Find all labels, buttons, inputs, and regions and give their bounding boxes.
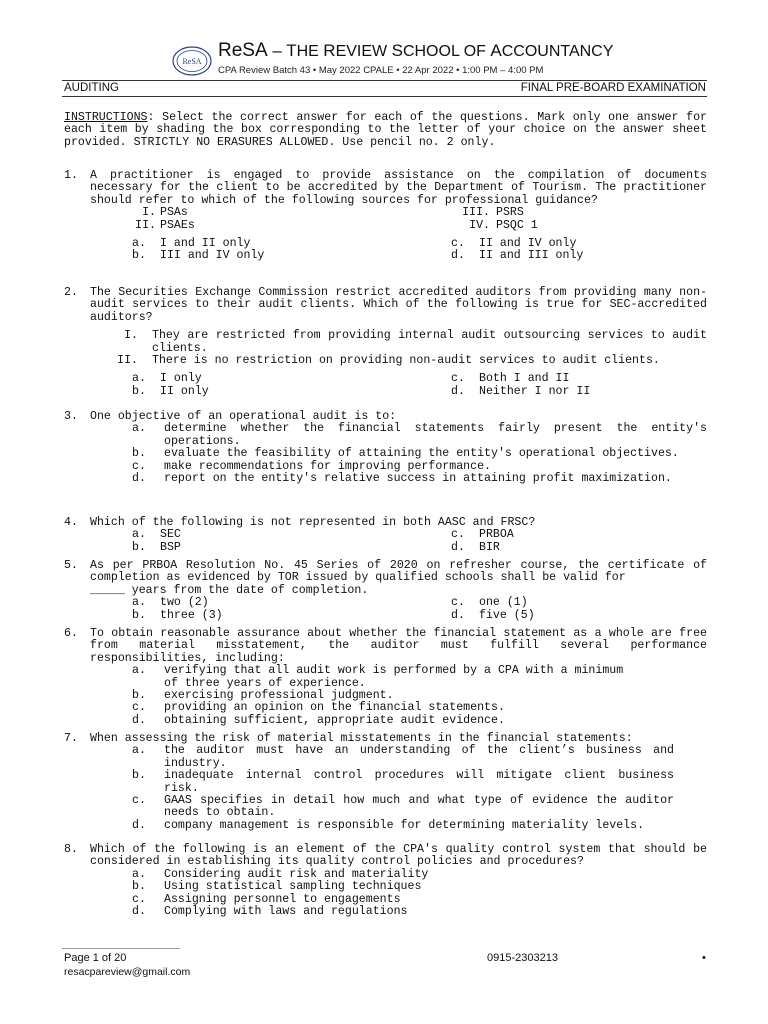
question-text: Which of the following is not represented in both AASC and FRSC?: [90, 516, 536, 529]
question-number: 1.: [64, 169, 78, 182]
option-letter: a.: [132, 372, 146, 386]
statement-text: There is no restriction on providing non-audit services to audit clients.: [152, 354, 660, 368]
option-letter: b.: [132, 447, 146, 461]
options-row: [64, 529, 707, 541]
option-letter: d.: [132, 472, 146, 486]
answer-blank: _____: [90, 583, 125, 597]
option-letter: a.: [132, 744, 146, 758]
roman-label: I.: [142, 206, 156, 220]
resa-logo: [172, 41, 212, 81]
option-letter: c.: [451, 372, 465, 386]
option: [132, 795, 674, 820]
option-text: Both I and II: [479, 372, 570, 386]
options-row: [64, 542, 707, 554]
option-text: make recommendations for improving performance.: [164, 459, 491, 473]
option-letter: b.: [132, 384, 146, 398]
roman-label: II.: [135, 218, 156, 232]
options-row: [64, 610, 707, 622]
question-text: When assessing the risk of material misstatements in the financial statements:: [90, 732, 633, 745]
option-letter: c.: [132, 701, 146, 715]
option-text: BSP: [160, 540, 181, 554]
option-text: PRBOA: [479, 528, 514, 542]
option-text: GAAS specifies in detail how much and what type of evidence the auditor needs to obtain.: [164, 794, 674, 820]
question-text: To obtain reasonable assurance about whether the financial statement as a whole are free from material misstatement, the auditor must fulfill several performance responsibilities, including:: [90, 627, 707, 665]
options-row: [64, 250, 707, 262]
roman-text: PSQC 1: [496, 218, 538, 232]
option-text: I and II only: [160, 237, 251, 250]
option-letter: b.: [132, 249, 146, 263]
instructions-label: INSTRUCTIONS: [64, 111, 148, 124]
question-7: [64, 733, 707, 832]
option: [132, 745, 674, 770]
option: [132, 820, 707, 832]
footer-phone: 0915-2303213: [487, 952, 558, 964]
question-number: 6.: [64, 627, 78, 640]
option-text: exercising professional judgment.: [164, 689, 394, 703]
question-text: Which of the following is an element of the CPA's quality control system that should be considered in establishing its quality control policies and procedures?: [90, 843, 707, 869]
roman-label: IV.: [469, 218, 490, 232]
option-letter: c.: [451, 596, 465, 610]
question-text: The Securities Exchange Commission restrict accredited auditors from providing many non-audit services to their audit clients. Which of the following is true for SEC-accredited auditors?: [90, 286, 707, 324]
option-text: II and III only: [479, 249, 584, 263]
statement-label: II.: [117, 354, 138, 368]
option-letter: c.: [132, 459, 146, 473]
roman-row: [64, 207, 707, 219]
option-letter: a.: [132, 664, 146, 678]
option-letter: d.: [132, 818, 146, 832]
statement-label: I.: [124, 329, 138, 343]
school-title: ReSA – THE REVIEW SCHOOL OF ACCOUNTANCY: [218, 40, 614, 61]
option-text: evaluate the feasibility of attaining the entity's operational objectives.: [164, 447, 679, 461]
option: [132, 423, 707, 448]
statement: [117, 354, 707, 368]
option: [132, 906, 707, 918]
option-text: two (2): [160, 596, 209, 610]
option-text: SEC: [160, 528, 181, 542]
option-letter: c.: [451, 237, 465, 250]
option-text: inadequate internal control procedures will mitigate client business risk.: [164, 769, 674, 795]
option-text: obtaining sufficient, appropriate audit evidence.: [164, 713, 505, 727]
question-number: 8.: [64, 843, 78, 856]
option-letter: b.: [132, 880, 146, 894]
option-letter: a.: [132, 596, 146, 610]
option-text: Complying with laws and regulations: [164, 905, 408, 919]
option-letter: b.: [132, 540, 146, 554]
roman-label: III.: [462, 206, 490, 220]
roman-row: [64, 220, 707, 232]
statement-text: They are restricted from providing internal audit outsourcing services to audit clients.: [152, 329, 707, 355]
option-text: Neither I nor II: [479, 384, 591, 398]
option-text: Using statistical sampling techniques: [164, 880, 422, 894]
option-letter: b.: [132, 769, 146, 783]
page-number: Page 1 of 20: [64, 952, 127, 964]
exam-title: FINAL PRE-BOARD EXAMINATION: [520, 82, 706, 94]
option-text: verifying that all audit work is performed by a CPA with a minimum of three years of experience.: [164, 664, 624, 690]
question-text: One objective of an operational audit is to:: [90, 410, 397, 423]
option-letter: d.: [451, 249, 465, 263]
option-letter: b.: [132, 689, 146, 703]
option-letter: a.: [132, 237, 146, 250]
question-text: A practitioner is engaged to provide assistance on the compilation of documents necessary for the client to be accredited by the Department of Tourism. The practitioner should refer to which of the following sources for professional guidance?: [90, 169, 707, 207]
option-text: BIR: [479, 540, 500, 554]
option: [132, 715, 707, 727]
question-2: [64, 287, 707, 398]
option-letter: a.: [132, 422, 146, 436]
question-number: 4.: [64, 516, 78, 529]
options-row: [64, 597, 707, 609]
option-text: five (5): [479, 608, 535, 622]
question-number: 5.: [64, 559, 78, 572]
option-text: II and IV only: [479, 237, 577, 250]
option-text: determine whether the financial statements fairly present the entity's operations.: [164, 422, 707, 448]
option-text: three (3): [160, 608, 223, 622]
instructions-text: : Select the correct answer for each of the questions. Mark only one answer for each item by shading the box corresponding to the letter of your choice on the answer sheet provided. STRICTLY NO ERASURES ALLOWED. Use pencil no. 2 only.: [64, 111, 707, 149]
question-text-continued: _____ years from the date of completion.: [90, 583, 369, 597]
question-1: [64, 170, 707, 263]
question-6: [64, 628, 707, 727]
option-letter: b.: [132, 608, 146, 622]
header-rule-top: [62, 80, 707, 81]
footer-rule: [62, 948, 180, 949]
option-text: II only: [160, 384, 209, 398]
option-letter: a.: [132, 867, 146, 881]
option-letter: d.: [451, 608, 465, 622]
option-text: III and IV only: [160, 249, 265, 263]
roman-text: PSAs: [160, 206, 188, 220]
question-number: 7.: [64, 732, 78, 745]
option-letter: c.: [132, 794, 146, 808]
option-letter: c.: [451, 528, 465, 542]
option-letter: d.: [132, 905, 146, 919]
options-row: [64, 386, 707, 398]
option-text: providing an opinion on the financial statements.: [164, 701, 505, 715]
option-text: one (1): [479, 596, 528, 610]
option-letter: d.: [451, 540, 465, 554]
footer-bullet: •: [702, 952, 706, 964]
header-rule-bottom: [62, 96, 707, 97]
option-text: company management is responsible for determining materiality levels.: [164, 818, 645, 832]
option-text: Assigning personnel to engagements: [164, 892, 401, 906]
statement: [124, 329, 707, 355]
subject-label: AUDITING: [64, 82, 119, 94]
logo-text: ReSA: [182, 57, 202, 66]
option-text: Considering audit risk and materiality: [164, 867, 429, 881]
roman-text: PSAEs: [160, 218, 195, 232]
option-text: I only: [160, 372, 202, 386]
question-3: [64, 411, 707, 485]
roman-text: PSRS: [496, 206, 524, 220]
question-text: As per PRBOA Resolution No. 45 Series of 2020 on refresher course, the certificate of completion as evidenced by TOR issued by qualified schools shall be valid for: [90, 559, 707, 585]
option: [132, 473, 707, 485]
option-text: report on the entity's relative success in attaining profit maximization.: [164, 472, 672, 486]
option: [132, 665, 644, 690]
option-letter: d.: [451, 384, 465, 398]
option: [132, 770, 674, 795]
option-text: the auditor must have an understanding of the client’s business and industry.: [164, 744, 674, 770]
option-letter: a.: [132, 528, 146, 542]
question-5: [64, 560, 707, 622]
question-8: [64, 844, 707, 918]
footer-email: resacpareview@gmail.com: [64, 966, 191, 978]
instructions: [64, 112, 707, 149]
options-row: [64, 373, 707, 385]
option-letter: c.: [132, 892, 146, 906]
question-number: 2.: [64, 286, 78, 299]
option-letter: d.: [132, 713, 146, 727]
question-number: 3.: [64, 410, 78, 423]
batch-line: CPA Review Batch 43 • May 2022 CPALE • 22 Apr 2022 • 1:00 PM – 4:00 PM: [218, 65, 544, 76]
question-4: [64, 517, 707, 554]
